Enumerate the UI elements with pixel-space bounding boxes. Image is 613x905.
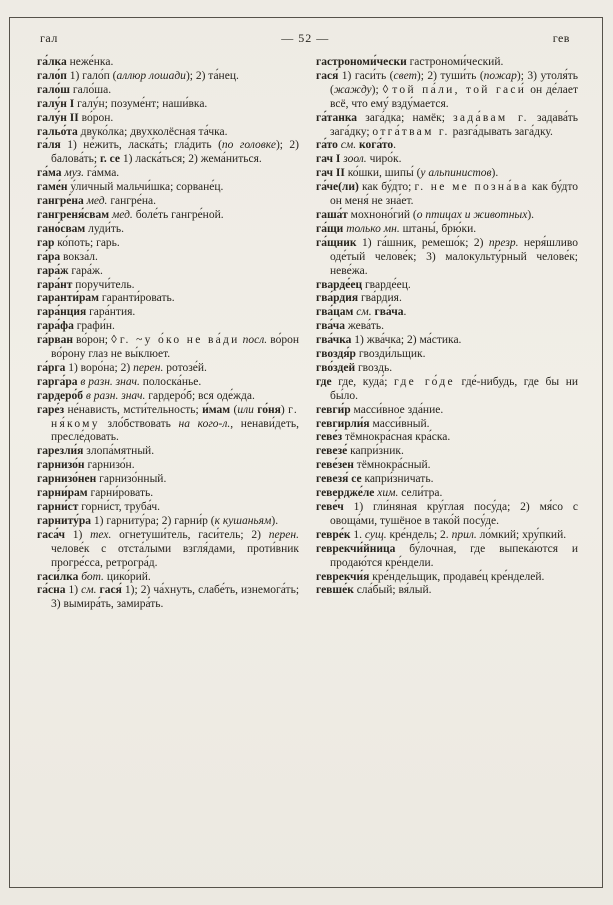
entry-text-segment: ( [230, 403, 238, 416]
headword: гаранти́рам [37, 292, 99, 305]
entry-text-segment: гарнизо́нный. [99, 473, 167, 486]
dictionary-entry [316, 279, 578, 293]
headword: гара́ж [37, 264, 69, 277]
headword: гевердже́ле [316, 487, 375, 500]
headword: гва́ча [316, 320, 345, 333]
entry-text-segment: го́ня [257, 403, 281, 416]
entry-text-segment: чиро́к. [366, 153, 402, 166]
entry-text-segment: 1) га́шник, ремешо́к; 2) [361, 236, 489, 249]
dictionary-entry [37, 98, 299, 112]
dictionary-entry [316, 306, 578, 320]
entry-text-segment: полоска́нье. [139, 375, 202, 388]
headword: гво́здей [316, 361, 356, 374]
dictionary-entry [37, 334, 299, 362]
entry-text-segment: не́нависть, мсти́тельность; [67, 403, 203, 416]
entry-text-segment: капри́зник. [350, 445, 404, 458]
dictionary-entry [37, 473, 299, 487]
entry-text-segment: неже́нка. [69, 56, 114, 68]
headword: га́щник [316, 236, 357, 249]
dictionary-entry [37, 209, 299, 223]
entry-text-segment: гва́ча [374, 306, 404, 319]
headword: гальо́та [37, 125, 78, 138]
entry-text-segment: см. [356, 306, 372, 319]
entry-text-segment: в разн. знач. [80, 375, 140, 388]
headword: гало́ш [37, 83, 70, 96]
entry-text-segment: ротозе́й. [163, 361, 207, 374]
headword: галу́н I [37, 97, 75, 110]
entry-text-segment: 1) ласка́ться; 2) жема́ниться. [120, 153, 262, 166]
entry-text-segment: во́рон. [81, 111, 114, 124]
entry-text-segment: зага́дка; намёк; [365, 111, 454, 124]
entry-text-segment: челове́к с отста́лыми взгля́дами, проти́вник прогре́сса, ретрогра́д. [51, 542, 299, 569]
entry-text-segment: ); 2) та́нец. [185, 69, 239, 82]
dictionary-entry [37, 126, 299, 140]
headword: гардеро́б [37, 389, 84, 402]
dictionary-entry [37, 306, 299, 320]
entry-text-segment: ). [491, 167, 499, 180]
entry-text-segment: гвоздь. [357, 361, 393, 374]
dictionary-entry [316, 348, 578, 362]
entry-text-segment: 1) жва́чка; 2) ма́стика. [354, 334, 462, 347]
entry-text-segment: во́рон; ◊ [76, 334, 120, 347]
entry-text-segment: и́мам [202, 403, 231, 416]
headword: гач II [316, 167, 345, 180]
headword: гангре́на [37, 195, 84, 208]
entry-text-segment: га́мма. [84, 167, 120, 180]
dictionary-entry [316, 571, 578, 585]
dictionary-entry [316, 362, 578, 376]
entry-text-segment: г. ~у о́ко не ва́ди [119, 334, 240, 347]
headword: гар [37, 236, 55, 249]
entry-text-segment: гара́ж. [71, 264, 103, 277]
headword: гач I [316, 153, 341, 166]
entry-text-segment: ко́поть; гарь. [57, 236, 120, 249]
entry-text-segment: гварде́ец. [364, 278, 411, 291]
dictionary-entry [316, 445, 578, 459]
headword: га́то [316, 139, 338, 152]
entry-text-segment: графи́н. [76, 320, 115, 333]
headword: гва́цам [316, 306, 354, 319]
entry-text-segment: гася́ [99, 584, 122, 597]
headword: гевре́к [316, 528, 351, 541]
headword: гара́нт [37, 278, 73, 291]
headword: гвоздя́р [316, 348, 356, 361]
dictionary-entry [316, 112, 578, 140]
headword: гва́чка [316, 334, 352, 347]
entry-text-segment: ). [527, 208, 535, 221]
entry-text-segment: огнетуши́тель, гаси́тель; 2) [111, 528, 269, 541]
headword: гварде́ец [316, 278, 363, 291]
right-column [316, 56, 578, 612]
headword: гевезя́ се [316, 473, 362, 486]
dictionary-entry [316, 292, 578, 306]
entry-text-segment: жажду [333, 83, 372, 96]
headword: гевгирли́я [316, 417, 370, 430]
entry-text-segment: ); 3) утоля́ть ( [330, 69, 579, 96]
entry-text-segment: той па́ли, той гаси́ [392, 83, 527, 96]
page-header [10, 18, 602, 53]
dictionary-entry [37, 112, 299, 126]
headword: га́ма [37, 167, 62, 180]
dictionary-entry [316, 209, 578, 223]
entry-text-segment: где, куда́; [338, 375, 395, 388]
entry-text-segment: г. не ме позна́ва [414, 181, 529, 194]
dictionary-entry [37, 167, 299, 181]
entry-text-segment: ) [280, 403, 289, 416]
entry-text-segment: только мн. [346, 222, 400, 235]
entry-text-segment: горни́ст, труба́ч. [81, 501, 161, 513]
headword: гаша́т [316, 208, 348, 221]
dictionary-entry [316, 529, 578, 543]
entry-text-segment: разга́дывать зага́дку. [449, 125, 553, 138]
entry-text-segment: . [403, 306, 407, 319]
entry-text-segment: гало́ша. [72, 83, 112, 96]
headword: геве́зен [316, 459, 354, 472]
dictionary-entry [316, 139, 578, 153]
entry-text-segment: сла́бый; вя́лый. [356, 584, 432, 597]
entry-text-segment: пожар [483, 69, 517, 82]
headword: га́танка [316, 111, 358, 124]
headword: гва́рдия [316, 292, 359, 305]
entry-text-segment: гарнизо́н. [87, 459, 135, 472]
headword: гара́нция [37, 306, 87, 319]
entry-text-segment: посл. [239, 334, 268, 347]
entry-text-segment: 1) гаси́ть ( [341, 69, 394, 82]
dictionary-entry [316, 223, 578, 237]
headword: га́че(ли) [316, 181, 359, 194]
entry-text-segment: на кого-л. [178, 417, 231, 430]
dictionary-entry [316, 181, 578, 209]
entry-text-segment: кре́ндель; 2. [386, 528, 452, 541]
dictionary-entry [37, 529, 299, 571]
headword: геве́з [316, 431, 343, 444]
dictionary-entry [37, 265, 299, 279]
entry-text-segment: где́-нибудь, где бы ни бы́ло. [330, 375, 579, 402]
entry-text-segment: гва́рдия. [360, 292, 402, 305]
entry-text-segment: бот. [81, 570, 104, 583]
entry-text-segment: вокза́л. [63, 250, 98, 263]
header-guide-word-left: гал [40, 31, 58, 45]
headword: гастрономи́чески [316, 56, 407, 68]
entry-text-segment: г. се [99, 153, 121, 166]
dictionary-entry [316, 459, 578, 473]
dictionary-entry [316, 431, 578, 445]
entry-text-segment: тёмнокра́сный. [356, 459, 431, 472]
entry-text-segment: тех. [90, 528, 112, 541]
entry-text-segment: см. [340, 139, 357, 152]
dictionary-entry [37, 84, 299, 98]
headword: геве́ч [316, 501, 344, 513]
headword: га́ра [37, 250, 61, 263]
headword: где [316, 375, 332, 388]
entry-text-segment: гарни́ровать. [90, 487, 154, 500]
entry-text-segment: ло́мкий; хру́пкий. [476, 528, 567, 541]
entry-text-segment: злопа́мятный. [86, 445, 155, 458]
dictionary-entry [37, 251, 299, 265]
entry-text-segment: ). [271, 514, 279, 527]
headword: гевше́к [316, 584, 354, 597]
headword: гарга́ра [37, 375, 78, 388]
entry-text-segment: 1) [68, 584, 82, 597]
entry-text-segment: к кушаньям [214, 514, 272, 527]
entry-text-segment: цико́рий. [103, 570, 151, 583]
headword: гаме́н [37, 181, 68, 194]
headword: галу́н II [37, 111, 79, 124]
dictionary-entry [37, 362, 299, 376]
entry-text-segment: 1) гли́няная кру́глая посу́да; 2) мя́со с овоща́ми, тушёное в тако́й посу́де. [330, 501, 578, 527]
entry-text-segment: гара́нтия. [89, 306, 136, 319]
entry-text-segment: зоол. [343, 153, 367, 166]
entry-text-segment: . [393, 139, 397, 152]
entry-text-segment: тёмнокра́сная кра́ска. [345, 431, 451, 444]
dictionary-entry [37, 459, 299, 473]
headword: гано́свам [37, 222, 86, 235]
dictionary-entry [316, 334, 578, 348]
headword: гарни́ст [37, 501, 79, 513]
entry-text-segment: свет [393, 69, 417, 82]
entry-text-segment: 1) гало́п ( [69, 69, 117, 82]
dictionary-entry [37, 584, 299, 612]
headword: геврекчи́йница [316, 542, 396, 555]
dictionary-entry [316, 70, 578, 112]
dictionary-entry [37, 292, 299, 306]
entry-text-segment: гангре́на. [107, 195, 156, 208]
entry-text-segment: поручи́тель. [75, 278, 135, 291]
dictionary-entry [316, 473, 578, 487]
entry-text-segment: презр. [488, 236, 519, 249]
headword: га́сна [37, 584, 66, 597]
entry-text-segment: у альпинистов [420, 167, 492, 180]
headword: га́ля [37, 139, 61, 152]
entry-text-segment: сущ. [364, 528, 387, 541]
header-guide-word-right: гев [552, 31, 570, 45]
dictionary-entry [37, 279, 299, 293]
entry-text-segment: или [237, 403, 254, 416]
entry-text-segment: неря́шливо оде́тый челове́к; 3) малокульту́рный челове́к; неве́жа. [330, 236, 579, 277]
entry-text-segment: хим. [377, 487, 399, 500]
dictionary-entry [37, 70, 299, 84]
headword: гевезе́ [316, 445, 348, 458]
page-frame [9, 17, 603, 888]
entry-text-segment: гастрономи́ческий. [409, 56, 504, 68]
entry-text-segment: у́личный мальчи́шка; сорване́ц. [70, 181, 224, 194]
entry-text-segment: перен. [268, 528, 299, 541]
entry-text-segment: боле́ть гангре́ной. [132, 208, 224, 221]
headword: гало́п [37, 69, 67, 82]
dictionary-entry [37, 139, 299, 167]
dictionary-entry [37, 56, 299, 70]
dictionary-entry [37, 501, 299, 515]
entry-text-segment: мохноно́гий ( [350, 208, 417, 221]
dictionary-entry [316, 237, 578, 279]
entry-text-segment: 1) воро́на; 2) [68, 361, 134, 374]
entry-text-segment: галу́н; позуме́нт; наши́вка. [77, 97, 208, 110]
entry-text-segment: 1) гарниту́ра; 2) гарни́р ( [93, 514, 215, 527]
entry-text-segment: зада́вам г. [453, 111, 529, 124]
headword: га́лка [37, 56, 67, 68]
entry-text-segment: задава́ть зага́дку; [330, 111, 578, 138]
entry-text-segment: жева́ть. [347, 320, 384, 333]
headword: геврекчи́я [316, 570, 370, 583]
dictionary-entry [37, 223, 299, 237]
entry-text-segment: прил. [451, 528, 477, 541]
left-column [37, 56, 299, 612]
headword: гарнизо́нен [37, 473, 97, 486]
dictionary-columns [10, 53, 602, 612]
dictionary-entry [37, 195, 299, 209]
entry-text-segment: г. ня́кому [51, 403, 299, 430]
entry-text-segment: как бу́дто; [361, 181, 415, 194]
dictionary-entry [316, 153, 578, 167]
entry-text-segment: двуко́лка; двухколёсная та́чка. [80, 125, 228, 138]
entry-text-segment: в разн. знач. [85, 389, 146, 402]
headword: гарни́рам [37, 487, 88, 500]
dictionary-entry [316, 487, 578, 501]
entry-text-segment: масси́вный. [372, 417, 430, 430]
headword: гарнизо́н [37, 459, 85, 472]
entry-text-segment: кре́ндельщик, продаве́ц кре́нделей. [372, 570, 545, 583]
dictionary-entry [316, 376, 578, 404]
entry-text-segment: капри́зничать. [364, 473, 434, 486]
headword: га́щи [316, 222, 344, 235]
entry-text-segment: отга́твам г. [372, 125, 450, 138]
entry-text-segment: где го́де [394, 375, 455, 388]
headword: гевги́р [316, 403, 351, 416]
entry-text-segment: штаны́, брю́ки. [399, 222, 477, 235]
entry-text-segment: 1) [72, 528, 91, 541]
dictionary-entry [37, 487, 299, 501]
dictionary-entry [316, 404, 578, 418]
entry-text-segment: аллюр лошади [116, 69, 186, 82]
dictionary-entry [316, 167, 578, 181]
headword: гангреня́свам [37, 208, 110, 221]
entry-text-segment: гвозди́льщик. [358, 348, 426, 361]
dictionary-entry [37, 320, 299, 334]
entry-text-segment: бу́лочная, где выпека́ются и продаю́тся кре́ндели. [330, 542, 578, 569]
entry-text-segment: по головке [221, 139, 276, 152]
entry-text-segment: как бу́дто он меня́ не зна́ет. [330, 181, 578, 208]
dictionary-entry [316, 584, 578, 598]
entry-text-segment: мед. [111, 208, 133, 221]
entry-text-segment: см. [81, 584, 97, 597]
dictionary-entry [316, 543, 578, 571]
entry-text-segment: перен. [133, 361, 164, 374]
page-number: — 52 — [281, 31, 330, 45]
dictionary-entry [37, 404, 299, 446]
entry-text-segment: 1); 2) ча́хнуть, слабе́ть, изнемога́ть; 3) вымира́ть, замира́ть. [51, 584, 300, 611]
headword: гарниту́ра [37, 514, 92, 527]
entry-text-segment: ); ◊ [371, 83, 393, 96]
entry-text-segment: он де́лает всё, что ему́ взду́мается. [330, 83, 578, 110]
dictionary-entry [37, 445, 299, 459]
headword: гаре́з [37, 403, 65, 416]
entry-text-segment: ); 2) балова́ть; [51, 139, 300, 166]
headword: гаси́лка [37, 570, 79, 583]
entry-text-segment: ко́шки, шипы́ ( [347, 167, 421, 180]
entry-text-segment: зло́бствовать [99, 417, 179, 430]
dictionary-entry [37, 571, 299, 585]
entry-text-segment: сели́тра. [398, 487, 443, 500]
entry-text-segment: гаранти́ровать. [101, 292, 175, 305]
headword: га́рга [37, 361, 66, 374]
dictionary-entry [37, 376, 299, 390]
entry-text-segment: луди́ть. [88, 222, 125, 235]
dictionary-entry [37, 390, 299, 404]
headword: гара́фа [37, 320, 74, 333]
entry-text-segment: мед. [86, 195, 108, 208]
entry-text-segment: 1) не́жить, ласка́ть; гла́дить ( [67, 139, 222, 152]
entry-text-segment: 1. [353, 528, 365, 541]
dictionary-entry [37, 181, 299, 195]
entry-text-segment: во́рон во́рону глаз не вы́клюет. [51, 334, 299, 361]
headword: гарезли́я [37, 445, 84, 458]
entry-text-segment: гардеро́б; вся оде́жда. [145, 389, 255, 402]
entry-text-segment: муз. [64, 167, 85, 180]
entry-text-segment: масси́вное зда́ние. [353, 403, 444, 416]
headword: гася́ [316, 69, 339, 82]
dictionary-entry [316, 320, 578, 334]
headword: га́рван [37, 334, 73, 347]
dictionary-entry [37, 515, 299, 529]
dictionary-entry [316, 56, 578, 70]
dictionary-entry [37, 237, 299, 251]
entry-text-segment: , ненави́деть, пресле́довать. [51, 417, 299, 444]
dictionary-entry [316, 501, 578, 529]
dictionary-entry [316, 418, 578, 432]
entry-text-segment: о птицах и животных [416, 208, 528, 221]
headword: гаса́ч [37, 528, 65, 541]
entry-text-segment: ); 2) туши́ть ( [416, 69, 484, 82]
entry-text-segment: кога́то [359, 139, 394, 152]
